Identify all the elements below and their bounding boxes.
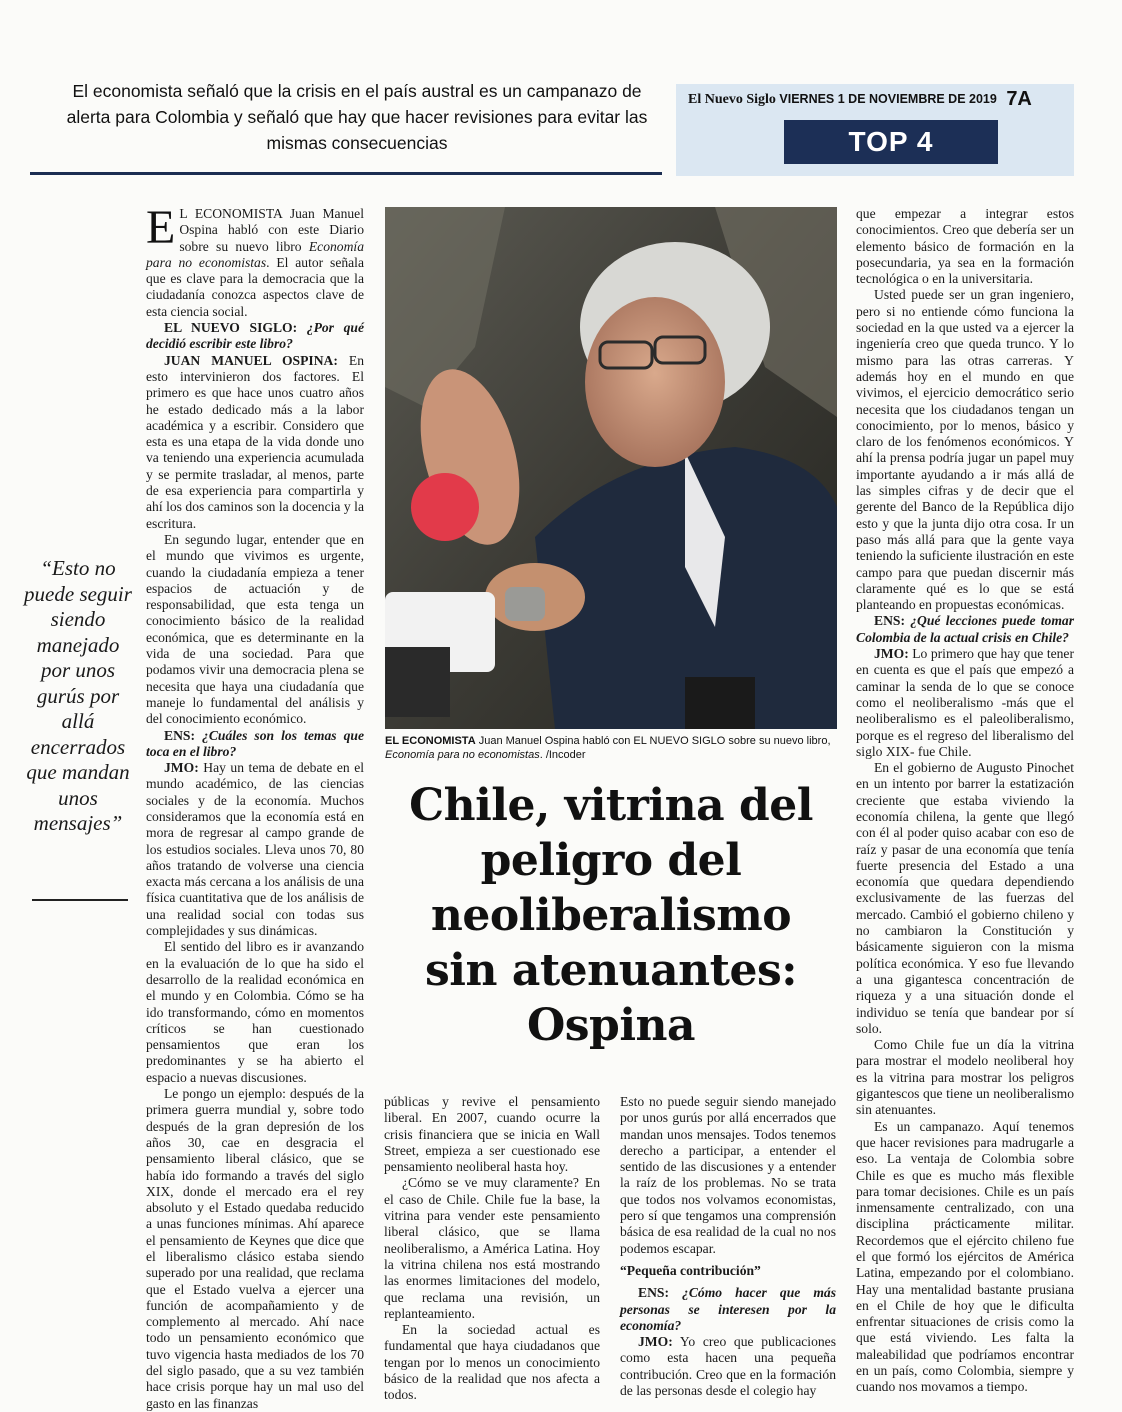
article-column-3 bbox=[620, 1094, 836, 1399]
question-text: ¿Qué lecciones puede tomar Colombia de la actual crisis en Chile? bbox=[856, 613, 1074, 645]
paragraph: Como Chile fue un día la vitrina para mostrar el modelo neoliberal hoy es la vitrina para mostrar los peligros gigantescos que tiene un neoliberalismo sin atenuantes. bbox=[856, 1037, 1074, 1118]
book-title: Economía para no economistas bbox=[146, 238, 364, 270]
photo-caption bbox=[385, 734, 837, 762]
question-speaker: ENS: bbox=[638, 1285, 669, 1301]
caption-text: Juan Manuel Ospina habló con EL NUEVO SIGLO sobre su nuevo libro, bbox=[475, 735, 831, 747]
caption-lead: EL ECONOMISTA bbox=[385, 735, 476, 747]
section-subhead: “Pequeña contribución” bbox=[620, 1262, 761, 1278]
question-text: ¿Cómo hacer que más personas se interesen por la economía? bbox=[620, 1285, 836, 1333]
answer-2 bbox=[146, 760, 364, 939]
article-column-1 bbox=[146, 201, 364, 1412]
answer-speaker: JUAN MANUEL OSPINA: bbox=[164, 352, 338, 368]
paragraph: Es un campanazo. Aquí tenemos que hacer revisiones para madrugarle a eso. La ventaja de Colombia sobre Chile es que es mucho más flexible para tomar decisiones. Chile es un país inmensamente centralizado, con una disciplina prácticamente militar. Recordemos que el ejército chileno fue el que formó los ejércitos de América Latina, empezando por el colombiano. Hay una mentalidad bastante prusiana en el Chile de hoy que le dificulta enfrentar situaciones de crisis como la que está viviendo. Les falta la maleabilidad que podríamos encontrar en un país, como Colombia, siempre y cuando nos movamos a tiempo. bbox=[856, 1118, 1074, 1395]
pull-quote: “Esto no puede seguir siendo manejado por unos gurús por allá encerrados que mandan unos mensajes” bbox=[24, 556, 132, 835]
intro-paragraph bbox=[146, 201, 364, 320]
answer-text: Yo creo que publicaciones como esta hacen una pequeña contribución. Creo que en la formación de las personas desde el colegio hay bbox=[620, 1334, 836, 1399]
answer-text: Lo primero que hay que tener en cuenta es que el país que empezó a caminar la senda de lo que se conoce como el neoliberalismo -más que el neoliberalismo es el paleoliberalismo, porque es el regreso del liberalismo del siglo XIX- fue Chile. bbox=[856, 646, 1074, 759]
photo-of-economist bbox=[385, 207, 837, 729]
answer-speaker: JMO: bbox=[874, 646, 909, 662]
answer-4 bbox=[856, 646, 1074, 760]
header-line bbox=[688, 88, 1032, 111]
section-tag: TOP 4 bbox=[784, 120, 998, 164]
paragraph: Le pongo un ejemplo: después de la primera guerra mundial y, sobre todo después de la gran depresión de los años 30, cae en desgracia el pensamiento liberal clásico, que se había ido formando a través del siglo XIX, donde el mercado era el rey absoluto y el Estado quedaba reducido a unas funciones mínimas. Ahí aparece el pensamiento de Keynes que dice que el liberalismo clásico estaba siendo superado por una realidad, que reclama que el Estado vuelva a ejercer una función de acompañamiento y de complemento al mercado. Ahí nace todo un pensamiento económico que tuvo vigencia hasta mediados de los 70 del siglo pasado, que a su vez también hace crisis porque hay un mal uso del gasto en las finanzas bbox=[146, 1086, 364, 1411]
paragraph: que empezar a integrar estos conocimientos. Creo que debería ser un elemento básico de formación en la posecundaria, ya sea en la formación tecnológica o en la universitaria. bbox=[856, 206, 1074, 287]
answer-speaker: JMO: bbox=[638, 1334, 673, 1350]
answer-speaker: JMO: bbox=[164, 760, 199, 776]
paragraph: En segundo lugar, entender que en el mundo que vivimos es urgente, cuando la ciudadanía empieza a tener espacios de actuación y de responsabilidad, que esta tenga un conocimiento básico de la realidad económica, que es determinante en la vida de una sociedad. Para que podamos vivir una democracia plena se necesita que haya una ciudadanía que maneje lo fundamental del análisis y del conocimiento económico. bbox=[146, 531, 364, 727]
article-subhead: El economista señaló que la crisis en el país austral es un campanazo de alerta para Colombia y señaló que hay que hacer revisiones para evitar las mismas consecuencias bbox=[66, 81, 648, 153]
question-2 bbox=[146, 728, 364, 761]
intro-text-end: . El autor señala que es clave para la democracia que la ciudadanía conozca aspectos clave de esta ciencia social. bbox=[146, 254, 364, 319]
newspaper-name: El Nuevo Siglo bbox=[688, 92, 776, 107]
answer-3 bbox=[620, 1334, 836, 1399]
issue-date: VIERNES 1 DE NOVIEMBRE DE 2019 bbox=[779, 92, 997, 106]
caption-book-title: Economía para no economistas bbox=[385, 749, 540, 761]
subhead-rule bbox=[30, 172, 662, 175]
answer-1 bbox=[146, 353, 364, 532]
drop-cap: E bbox=[146, 201, 176, 254]
paragraph: Esto no puede seguir siendo manejado por unos gurús por allá encerrados que mandan unos mensajes. Todos tenemos derecho a participar, a entender el sentido de las discusiones y a entender la raíz de los problemas. No se trata que todos nos volvamos economistas, pero sí que tengamos una comprensión básica de esa realidad de la cual no nos podemos escapar. bbox=[620, 1094, 836, 1256]
paragraph: En la sociedad actual es fundamental que haya ciudadanos que tengan por lo menos un conocimiento básico de la realidad que nos afecta a todos. bbox=[384, 1322, 600, 1403]
answer-text: En esto intervinieron dos factores. El primero es que hace unos cuatro años he estado dedicado más a la labor académica y a escribir. Considero que esta es una etapa de la vida donde uno va teniendo una experiencia acumulada y se permite trasladar, al menos, parte de esa experiencia para compartirla y ahí los dos caminos son la docencia y la escritura. bbox=[146, 352, 364, 531]
paragraph: El sentido del libro es ir avanzando en la evaluación de lo que ha sido el desarrollo de la realidad económica en el mundo y en Colombia. Cómo se ha ido transformando, cómo en momentos críticos se han cuestionado pensamientos que eran los predominantes y se ha abierto el espacio a nuevas discusiones. bbox=[146, 939, 364, 1085]
question-1 bbox=[146, 320, 364, 353]
paragraph: En el gobierno de Augusto Pinochet en un intento por barrer la estatización creciente que estaba viviendo la economía chilena, la gente que llegó con él al poder quiso acabar con eso de raíz y pasar de una economía que tenía fuerte presencia del Estado a una economía que quedara dependiendo exclusivamente de las fuerzas del mercado. Cambió el gobierno chileno y no cambiaron la Constitución y básicamente siguieron con la misma política económica. Y eso fue llevando a una gigantesca concentración de riqueza y a una situación donde el individuo se tenía que bandear por sí solo. bbox=[856, 760, 1074, 1036]
article-column-2 bbox=[384, 1094, 600, 1404]
question-text: ¿Cuáles son los temas que toca en el libro? bbox=[146, 727, 364, 759]
article-headline: Chile, vitrina del peligro del neoliberalismo sin atenuantes: Ospina bbox=[409, 780, 813, 1051]
question-3 bbox=[620, 1285, 836, 1334]
question-text: ¿Por qué decidió escribir este libro? bbox=[146, 320, 364, 352]
page-number: 7A bbox=[1006, 88, 1032, 110]
caption-credit: . /Incoder bbox=[539, 749, 586, 761]
pull-quote-rule bbox=[32, 899, 128, 901]
question-speaker: EL NUEVO SIGLO: bbox=[164, 320, 298, 336]
article-column-4 bbox=[856, 206, 1074, 1396]
question-speaker: ENS: bbox=[874, 613, 905, 629]
question-speaker: ENS: bbox=[164, 727, 195, 743]
intro-text: L ECONOMISTA Juan Manuel Ospina habló con este Diario sobre su nuevo libro bbox=[179, 206, 364, 254]
paragraph: Usted puede ser un gran ingeniero, pero si no entiende cómo funciona la sociedad en la que usted va a ejercer la ingeniería creo que queda trunco. Y lo mismo para las otras carreras. Y además hoy en el mundo en que vivimos, el ejercicio democrático serio necesita que los ciudadanos tengan un conocimiento, por lo menos, básico y claro de los fenómenos económicos. Y ahí la prensa podría jugar un papel muy importante ayudando a ir más allá de las simples cifras y de decir que el gerente del Banco de la República dijo esto y que la junta dijo otra cosa. Ir un paso más allá para que la gente vaya teniendo la suficiente ilustración en este campo para que puedan discernir más claramente qué es lo que se está planteando en propuestas económicas. bbox=[856, 287, 1074, 613]
paragraph: ¿Cómo se ve muy claramente? En el caso de Chile. Chile fue la base, la vitrina para vender este pensamiento liberal clásico, que se llama neoliberalismo, a América Latina. Hoy la vitrina chilena nos está mostrando las enormes limitaciones del modelo, que reclama una revisión, un replanteamiento. bbox=[384, 1175, 600, 1321]
paragraph: públicas y revive el pensamiento liberal. En 2007, cuando ocurre la crisis financiera que se inicia en Wall Street, empieza a ser cuestionado ese pensamiento neoliberal hasta hoy. bbox=[384, 1094, 600, 1175]
question-4 bbox=[856, 613, 1074, 646]
answer-text: Hay un tema de debate en el mundo académico, de las ciencias sociales y de la economía. Muchos consideramos que la economía está en mora de regresar al campo grande de los estudios sociales. Lleva unos 70, 80 años tratando de volverse una ciencia exacta más cercana a los análisis de una física cuantitativa que de los análisis de una realidad social con todas sus complejidades y sus dinámicas. bbox=[146, 760, 364, 939]
